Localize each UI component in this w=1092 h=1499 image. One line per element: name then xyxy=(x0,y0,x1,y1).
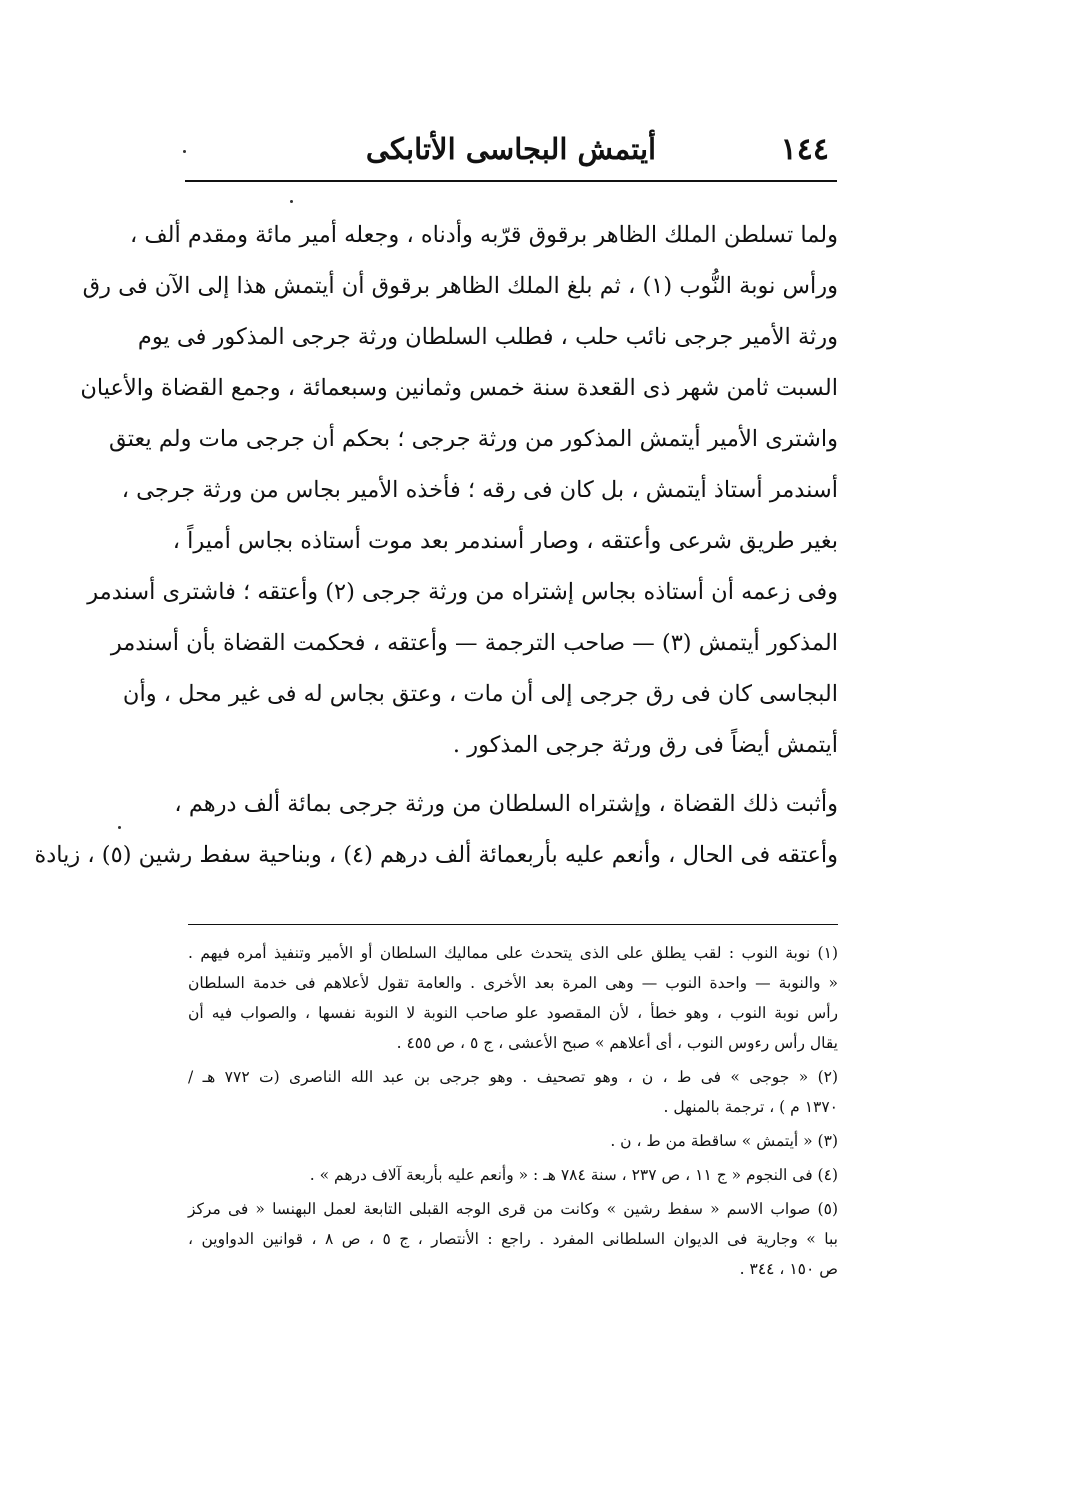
footnote-4 xyxy=(188,1160,838,1190)
text-line: السبت ثامن شهر ذى القعدة سنة خمس وثمانين وسبعمائة ، وجمع القضاة والأعيان xyxy=(80,375,838,401)
scan-speck xyxy=(290,200,293,203)
footnote-line: رأس نوبة النوب ، وهو خطأ ، لأن المقصود علو صاحب النوبة لا النوبة نفسها ، والصواب فيه أن xyxy=(188,1004,838,1022)
footnote-2 xyxy=(188,1062,838,1122)
footnote-line: ص ١٥٠ ، ٣٤٤ . xyxy=(739,1260,838,1278)
footnote-line: (٢) « جوجى » فى ط ، ن ، وهو تصحيف . وهو جرجى بن عبد الله الناصرى (ت ٧٧٢ هـ / xyxy=(188,1068,839,1086)
footnote-line: يقال رأس رءوس النوب ، أى أعلاهم » صبح الأعشى ، ج ٥ ، ص ٤٥٥ . xyxy=(396,1034,838,1052)
text-line: المذكور أيتمش (٣) — صاحب الترجمة — وأعتقه ، فحكمت القضاة بأن أسندمر xyxy=(110,630,838,656)
footnotes xyxy=(188,938,838,1288)
page-header xyxy=(185,124,837,180)
text-line: ورأس نوبة النُّوب (١) ، ثم بلغ الملك الظاهر برقوق أن أيتمش هذا إلى الآن فى رق xyxy=(82,273,838,299)
text-line: وفى زعمه أن أستاذه بجاس إشتراه من ورثة جرجى (٢) وأعتقه ؛ فاشترى أسندمر xyxy=(87,579,838,605)
footnote-line: (٣) « أيتمش » ساقطة من ط ، ن . xyxy=(610,1132,838,1150)
text-line: ولما تسلطن الملك الظاهر برقوق قرّبه وأدناه ، وجعله أمير مائة ومقدم ألف ، xyxy=(129,222,838,248)
text-line: بغير طريق شرعى وأعتقه ، وصار أسندمر بعد موت أستاذه بجاس أميراً ، xyxy=(172,528,838,554)
text-line: وأثبت ذلك القضاة ، وإشتراه السلطان من ورثة جرجى بمائة ألف درهم ، xyxy=(174,791,838,817)
footnote-5 xyxy=(188,1194,838,1284)
footnote-rule xyxy=(188,924,838,925)
page-number: ١٤٤ xyxy=(780,132,829,167)
footnote-line: ببا » وجارية فى الديوان السلطانى المفرد . راجع : الأنتصار ، ج ٥ ، ص ٨ ، قوانين الدواوين ، xyxy=(188,1230,838,1248)
footnote-line: (٤) فى النجوم « ج ١١ ، ص ٢٣٧ ، سنة ٧٨٤ هـ : « وأنعم عليه بأربعة آلاف درهم » . xyxy=(309,1166,838,1184)
footnote-line: ١٣٧٠ م ) ، ترجمة بالمنهل . xyxy=(663,1098,838,1116)
text-line: واشترى الأمير أيتمش المذكور من ورثة جرجى ؛ بحكم أن جرجى مات ولم يعتق xyxy=(109,426,838,452)
text-line: وأعتقه فى الحال ، وأنعم عليه بأربعمائة ألف درهم (٤) ، وبناحية سفط رشين (٥) ، زيادة xyxy=(34,842,838,868)
paragraph-2 xyxy=(34,779,838,881)
footnote-line: (٥) صواب الاسم « سفط رشين » وكانت من قرى الوجه القبلى التابعة لعمل البهنسا « فى مركز xyxy=(188,1200,838,1218)
scan-speck xyxy=(183,150,186,153)
text-line: أيتمش أيضاً فى رق ورثة جرجى المذكور . xyxy=(452,732,838,758)
footnote-3 xyxy=(188,1126,838,1156)
header-rule xyxy=(185,180,837,182)
running-title: أيتمش البجاسى الأتابكى xyxy=(365,132,657,166)
main-text xyxy=(34,210,838,881)
footnote-line: « والنوبة — واحدة النوب — وهى المرة بعد الأخرى . والعامة تقول لأعلاهم فى خدمة السلطان xyxy=(188,974,838,992)
footnote-line: (١) نوبة النوب : لقب يطلق على الذى يتحدث على مماليك السلطان أو الأمير وتنفيذ أمره فيهم . xyxy=(188,944,838,962)
text-line: ورثة الأمير جرجى نائب حلب ، فطلب السلطان ورثة جرجى المذكور فى يوم xyxy=(137,324,838,350)
text-line: البجاسى كان فى رق جرجى إلى أن مات ، وعتق بجاس له فى غير محل ، وأن xyxy=(122,681,838,707)
text-line: أسندمر أستاذ أيتمش ، بل كان فى رقه ؛ فأخذه الأمير بجاس من ورثة جرجى ، xyxy=(121,477,838,503)
scan-speck xyxy=(118,826,121,829)
footnote-1 xyxy=(188,938,838,1058)
paragraph-1 xyxy=(80,210,838,771)
